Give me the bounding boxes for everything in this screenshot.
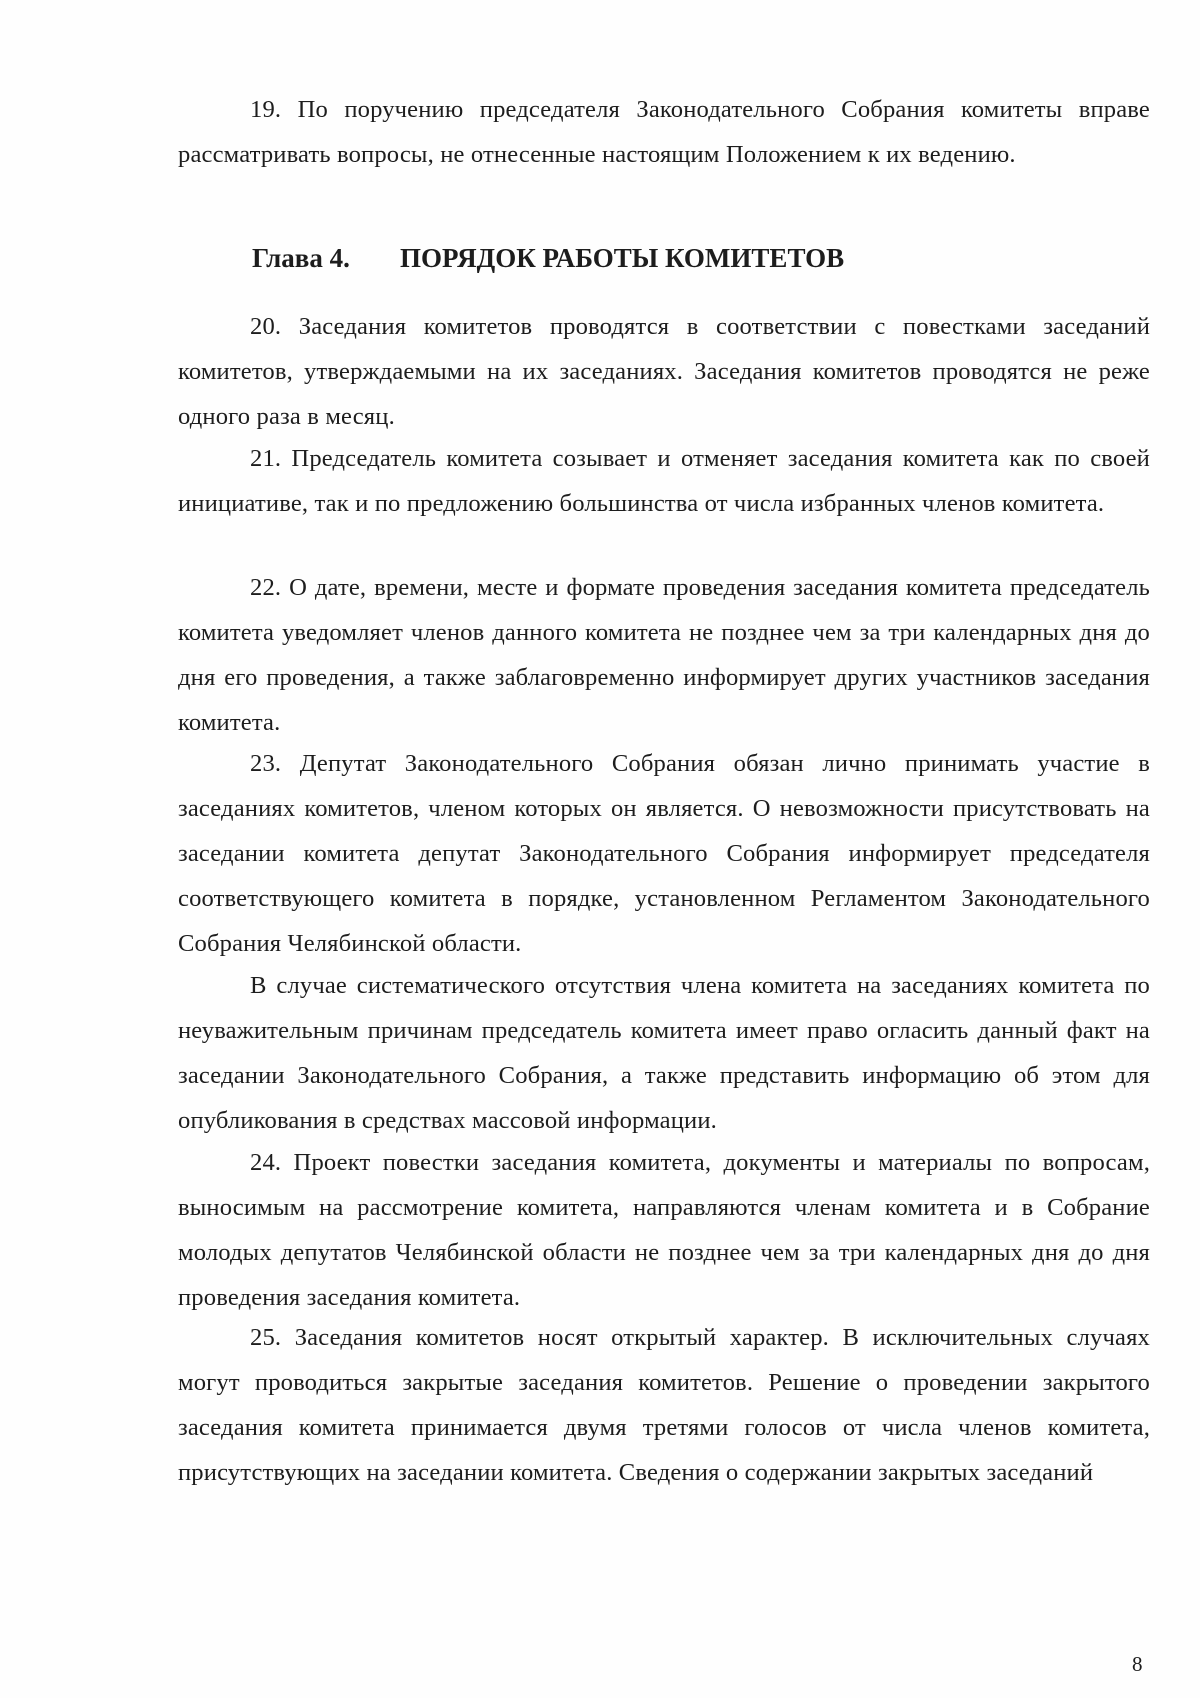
paragraph-22: 22. О дате, времени, месте и формате проведения заседания комитета председатель комитета уведомляет членов данного комитета не позднее чем за три календарных дня до дня его проведения, а также заблаговременно информирует других участников заседания комитета. <box>178 574 1150 736</box>
chapter-heading <box>252 240 844 276</box>
paragraph-20: 20. Заседания комитетов проводятся в соответствии с повестками заседаний комитетов, утверждаемыми на их заседаниях. Заседания комитетов проводятся не реже одного раза в месяц. <box>178 313 1150 430</box>
paragraph-23-continued: В случае систематического отсутствия члена комитета на заседаниях комитета по неуважительным причинам председатель комитета имеет право огласить данный факт на заседании Законодательного Собрания, а также представить информацию об этом для опубликования в средствах массовой информации. <box>178 972 1150 1134</box>
paragraph-24: 24. Проект повестки заседания комитета, документы и материалы по вопросам, выносимым на рассмотрение комитета, направляются членам комитета и в Собрание молодых депутатов Челябинской области не позднее чем за три календарных дня до дня проведения заседания комитета. <box>178 1149 1150 1311</box>
page-number: 8 <box>1132 1652 1143 1676</box>
chapter-number: Глава 4. <box>252 243 350 273</box>
paragraph-21: 21. Председатель комитета созывает и отменяет заседания комитета как по своей инициативе, так и по предложению большинства от числа избранных членов комитета. <box>178 445 1150 517</box>
paragraph-25: 25. Заседания комитетов носят открытый характер. В исключительных случаях могут проводиться закрытые заседания комитетов. Решение о проведении закрытого заседания комитета принимается двумя третями голосов от числа членов комитета, присутствующих на заседании комитета. Сведения о содержании закрытых заседаний <box>178 1324 1150 1486</box>
paragraph-19: 19. По поручению председателя Законодательного Собрания комитеты вправе рассматривать вопросы, не отнесенные настоящим Положением к их ведению. <box>178 96 1150 168</box>
chapter-title: ПОРЯДОК РАБОТЫ КОМИТЕТОВ <box>400 243 845 273</box>
paragraph-23: 23. Депутат Законодательного Собрания обязан лично принимать участие в заседаниях комитетов, членом которых он является. О невозможности присутствовать на заседании комитета депутат Законодательного Собрания информирует председателя соответствующего комитета в порядке, установленном Регламентом Законодательного Собрания Челябинской области. <box>178 750 1150 957</box>
